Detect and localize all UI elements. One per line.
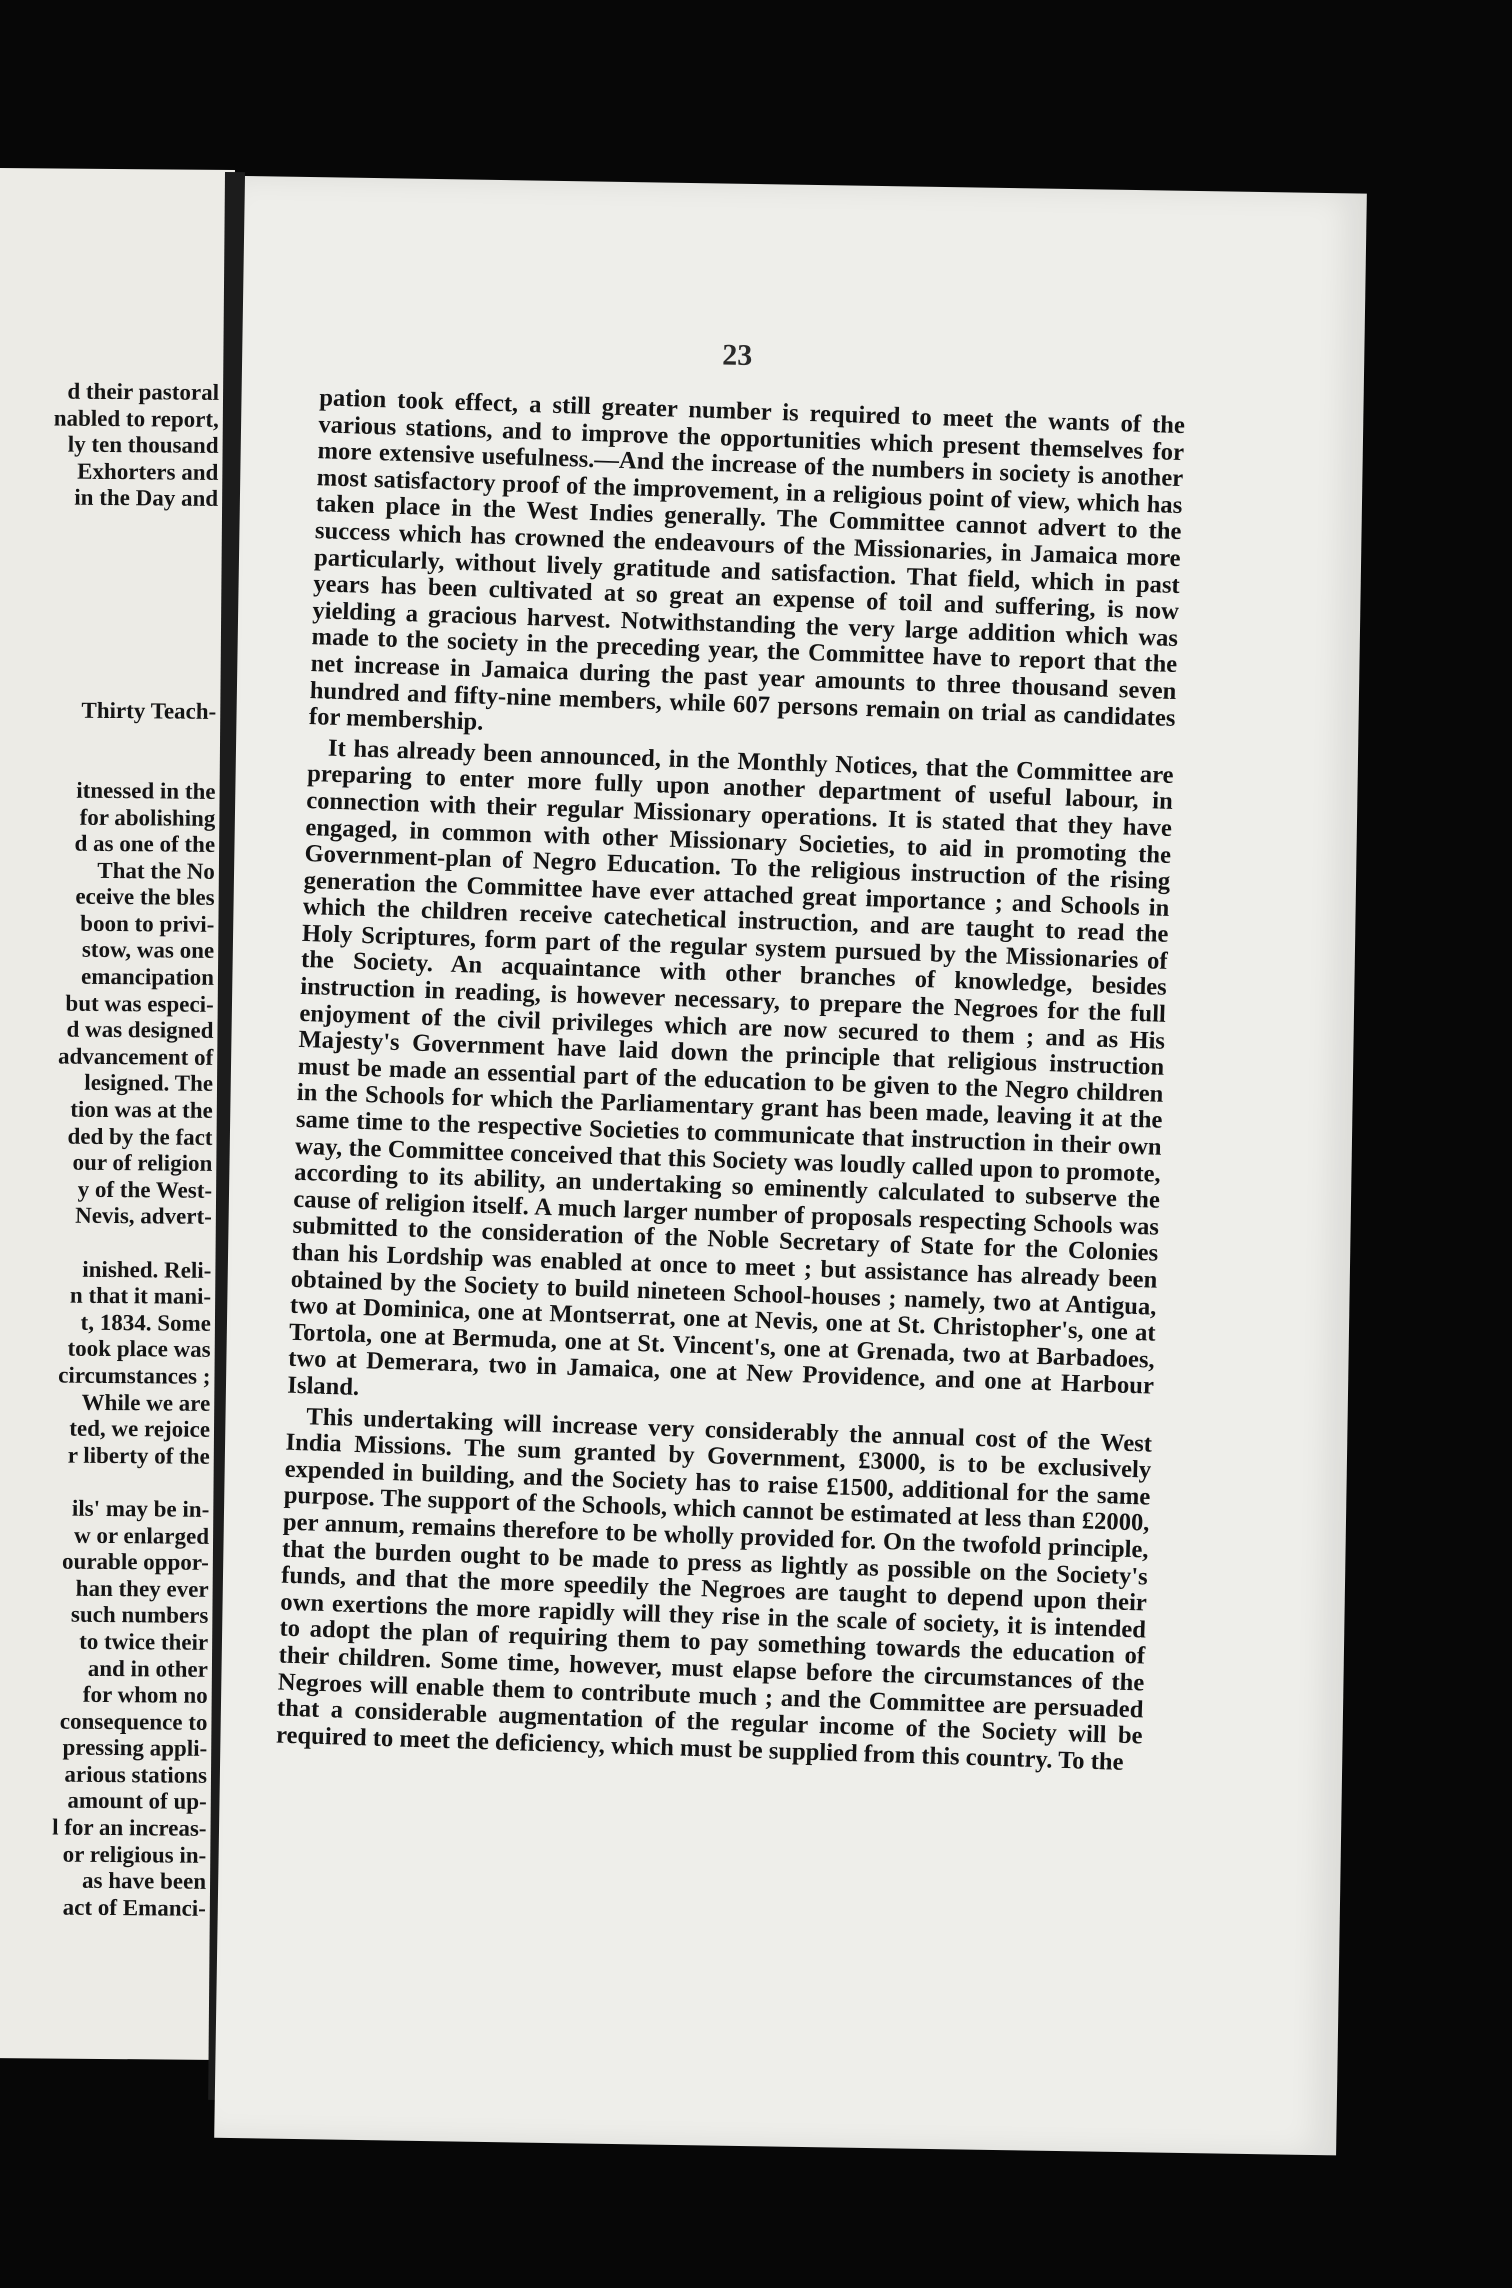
left-page-line: [0, 644, 217, 673]
left-page-line: act of Emanci-: [62, 1894, 206, 1921]
left-page-line: pressing appli-: [62, 1734, 208, 1762]
left-page-line: arious stations: [64, 1761, 208, 1788]
left-page-line: d as one of the: [74, 830, 216, 857]
left-page-line: ly ten thousand: [67, 431, 219, 459]
left-page-line: for whom no: [82, 1681, 208, 1708]
left-page-line: amount of up-: [67, 1788, 207, 1815]
left-page-line: [0, 750, 216, 779]
left-page-line: for abolishing: [79, 804, 216, 831]
left-page-text: [0, 378, 219, 1922]
left-page-line: our of religion: [72, 1149, 213, 1177]
left-page-line: in the Day and: [74, 485, 219, 512]
left-page-line: [0, 564, 218, 593]
left-page-line: l for an increas-: [52, 1814, 207, 1841]
left-page-line: and in other: [87, 1655, 209, 1682]
left-page-line: [0, 617, 217, 646]
left-page-line: [0, 537, 218, 566]
left-page-line: such numbers: [70, 1601, 209, 1629]
left-page-line: ted, we rejoice: [69, 1415, 211, 1443]
left-page-line: han they ever: [75, 1575, 209, 1602]
left-page-line: stow, was one: [81, 937, 215, 964]
left-page-line: advancement of: [57, 1043, 214, 1070]
left-page-line: While we are: [81, 1389, 211, 1416]
left-page-line: ourable oppor-: [61, 1548, 209, 1576]
left-page-line: nabled to report,: [53, 405, 219, 432]
left-page: [0, 168, 235, 2060]
left-page-line: took place was: [67, 1336, 211, 1363]
left-page-line: [0, 670, 217, 699]
left-page-line: d was designed: [66, 1016, 214, 1044]
left-page-line: [0, 511, 218, 540]
left-page-line: n that it mani-: [69, 1282, 212, 1310]
left-page-line: itnessed in the: [76, 777, 216, 804]
left-page-line: [0, 1468, 210, 1497]
left-page-line: consequence to: [59, 1708, 208, 1735]
left-page-line: to twice their: [79, 1628, 209, 1655]
left-page-line: [0, 724, 216, 753]
left-page-line: Nevis, advert-: [75, 1203, 212, 1230]
left-page-line: [0, 1229, 212, 1258]
left-page-line: r liberty of the: [67, 1442, 210, 1469]
left-page-line: Thirty Teach-: [81, 697, 217, 725]
paragraph-3: This undertaking will increase very considerably the annual cost of the West India Missions. The sum granted by Government, £3000, is to be exclusively expended in building, and the Society has to raise £1500, additional for the same purpose. The support of the Schools, which cannot be estimated at less than £2000, per annum, remains therefore to be wholly provided for. On the twofold principle, that the burden ought to be made to press as lightly as possible on the Society's funds, and that the more speedily the Negroes are taught to depend upon their own exertions the more rapidly will they rise in the scale of society, it is intended to adopt the plan of requiring them to pay something towards the education of their children. Some time, however, must elapse before the circumstances of the Negroes will enable them to contribute much ; and the Committee are persuaded that a considerable augmentation of the regular income of the Society will be required to meet the deficiency, which must be supplied from this country. To the: [275, 1402, 1153, 1776]
left-page-line: emancipation: [80, 963, 215, 990]
left-page-line: ded by the fact: [67, 1123, 213, 1150]
left-page-line: y of the West-: [77, 1176, 213, 1203]
left-page-line: as have been: [81, 1868, 207, 1895]
page-number: 23: [721, 338, 753, 372]
left-page-line: That the No: [97, 857, 215, 884]
paragraph-1: pation took effect, a still greater number is required to meet the wants of the various stations, and to improve the opportunities which present themselves for more extensive usefulness.—And the increase of the numbers in society is another most satisfactory proof of the improvement, in a religious point of view, which has taken place in the West Indies generally. The Committee cannot advert to the success which has crowned the endeavours of the Missionaries, in Jamaica more particularly, without lively gratitude and satisfaction. That field, which in past years has been cultivated at so great an expense of toil and suffering, is now yielding a gracious harvest. Notwithstanding the very large addition which was made to the society in the preceding year, the Committee have to report that the net increase in Jamaica during the past year amounts to three thousand seven hundred and fifty-nine members, while 607 persons remain on trial as candidates for membership.: [308, 384, 1186, 736]
left-page-line: or religious in-: [62, 1841, 207, 1868]
body-text: [276, 385, 1186, 1777]
left-page-line: circumstances ;: [58, 1362, 211, 1389]
left-page-line: but was especi-: [65, 990, 214, 1017]
left-page-line: inished. Reli-: [82, 1256, 212, 1283]
left-page-line: lesigned. The: [84, 1070, 214, 1097]
left-page-line: d their pastoral: [67, 378, 220, 405]
left-page-line: tion was at the: [70, 1096, 213, 1123]
paragraph-2: It has already been announced, in the Monthly Notices, that the Committee are preparing to enter more fully upon another department of useful labour, in connection with their regular Missionary operations. It is stated that they have engaged, in common with other Missionary Societies, to aid in promoting the Government-plan of Negro Education. To the religious instruction of the rising generation the Committee have ever attached great importance ; and Schools in which the children receive catechetical instruction, and are taught to read the Holy Scriptures, form part of the regular system pursued by the Missionaries of the Society. An acquaintance with other branches of knowledge, besides instruction in reading, is however necessary, to prepare the Negroes for the full enjoyment of the civil privileges which are now secured to them ; and as His Majesty's Government have laid down the principle that religious instruction must be made an essential part of the education to be given to the Negro children in the Schools for which the Parliamentary grant has been made, leaving it at the same time to the respective Societies to communicate that instruction in their own way, the Committee conceived that this Society was loudly called upon to promote, according to its ability, an undertaking so eminently calculated to subserve the cause of religion itself. A much larger number of proposals respecting Schools was submitted to the consideration of the Noble Secretary of State for the Colonies than his Lordship was enabled at once to meet ; but assistance has already been obtained by the Society to build nineteen School-houses ; namely, two at Antigua, two at Dominica, one at Montserrat, one at Nevis, one at St. Christopher's, one at Tortola, one at Bermuda, one at St. Vincent's, one at Grenada, two at Barbadoes, two at Demerara, two in Jamaica, one at New Providence, and one at Harbour Island.: [286, 734, 1175, 1401]
left-page-line: [0, 591, 217, 620]
left-page-line: w or enlarged: [73, 1522, 210, 1549]
left-page-line: Exhorters and: [77, 458, 219, 485]
left-page-line: boon to privi-: [80, 910, 215, 937]
left-page-line: t, 1834. Some: [80, 1309, 212, 1336]
right-page: [214, 176, 1367, 2155]
left-page-line: ils' may be in-: [71, 1495, 210, 1522]
left-page-line: eceive the bles: [75, 883, 215, 911]
